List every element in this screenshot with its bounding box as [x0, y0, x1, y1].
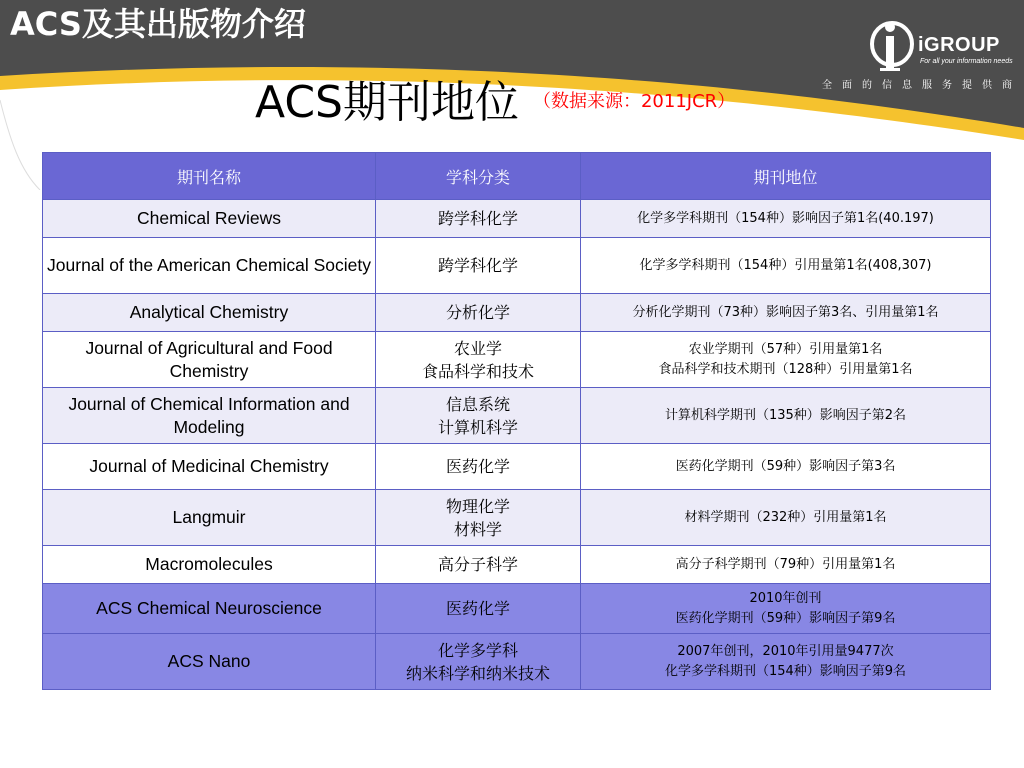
table-row [43, 332, 991, 388]
position-cell: 分析化学期刊（73种）影响因子第3名、引用量第1名 [581, 294, 991, 332]
position-cell: 材料学期刊（232种）引用量第1名 [581, 490, 991, 546]
position-cell: 2010年创刊 医药化学期刊（59种）影响因子第9名 [581, 584, 991, 634]
category-cell: 化学多学科 纳米科学和纳米技术 [376, 634, 581, 690]
header-category: 学科分类 [376, 153, 581, 200]
journal-name-cell: Langmuir [43, 490, 376, 546]
journal-name-cell: Chemical Reviews [43, 200, 376, 238]
position-cell: 2007年创刊，2010年引用量9477次 化学多学科期刊（154种）影响因子第9名 [581, 634, 991, 690]
table-row [43, 238, 991, 294]
table-row [43, 634, 991, 690]
category-cell: 物理化学 材料学 [376, 490, 581, 546]
position-cell: 化学多学科期刊（154种）引用量第1名(408,307) [581, 238, 991, 294]
data-source-note: （数据来源：2011JCR） [532, 91, 736, 112]
journal-ranking-table [42, 152, 991, 690]
category-cell: 信息系统 计算机科学 [376, 388, 581, 444]
category-cell: 跨学科化学 [376, 200, 581, 238]
table-row [43, 584, 991, 634]
category-cell: 跨学科化学 [376, 238, 581, 294]
category-cell: 农业学 食品科学和技术 [376, 332, 581, 388]
igroup-logo [822, 18, 1022, 91]
journal-name-cell: ACS Chemical Neuroscience [43, 584, 376, 634]
position-cell: 农业学期刊（57种）引用量第1名 食品科学和技术期刊（128种）引用量第1名 [581, 332, 991, 388]
header-title: ACS及其出版物介绍 [10, 5, 306, 43]
table-row [43, 490, 991, 546]
category-cell: 分析化学 [376, 294, 581, 332]
position-cell: 化学多学科期刊（154种）影响因子第1名(40.197) [581, 200, 991, 238]
journal-name-cell: Journal of the American Chemical Society [43, 238, 376, 294]
slide-title-text: ACS期刊地位 [255, 77, 519, 128]
header-position: 期刊地位 [581, 153, 991, 200]
logo-brand: iGROUP [918, 34, 1000, 56]
logo-tagline: For all your information needs [920, 58, 1013, 65]
header-journal-name: 期刊名称 [43, 153, 376, 200]
journal-name-cell: ACS Nano [43, 634, 376, 690]
igroup-logo-icon [866, 18, 918, 74]
position-cell: 高分子科学期刊（79种）引用量第1名 [581, 546, 991, 584]
logo-slogan: 全面的信息服务提供商 [822, 80, 1022, 91]
journal-name-cell: Journal of Chemical Information and Modeling [43, 388, 376, 444]
table-row [43, 200, 991, 238]
slide-title [255, 74, 735, 131]
journal-name-cell: Journal of Medicinal Chemistry [43, 444, 376, 490]
position-cell: 计算机科学期刊（135种）影响因子第2名 [581, 388, 991, 444]
journal-name-cell: Analytical Chemistry [43, 294, 376, 332]
category-cell: 医药化学 [376, 584, 581, 634]
table-row [43, 388, 991, 444]
category-cell: 高分子科学 [376, 546, 581, 584]
table-row [43, 546, 991, 584]
table-row [43, 444, 991, 490]
table-header-row [43, 153, 991, 200]
table-row [43, 294, 991, 332]
journal-name-cell: Journal of Agricultural and Food Chemistry [43, 332, 376, 388]
position-cell: 医药化学期刊（59种）影响因子第3名 [581, 444, 991, 490]
category-cell: 医药化学 [376, 444, 581, 490]
journal-name-cell: Macromolecules [43, 546, 376, 584]
